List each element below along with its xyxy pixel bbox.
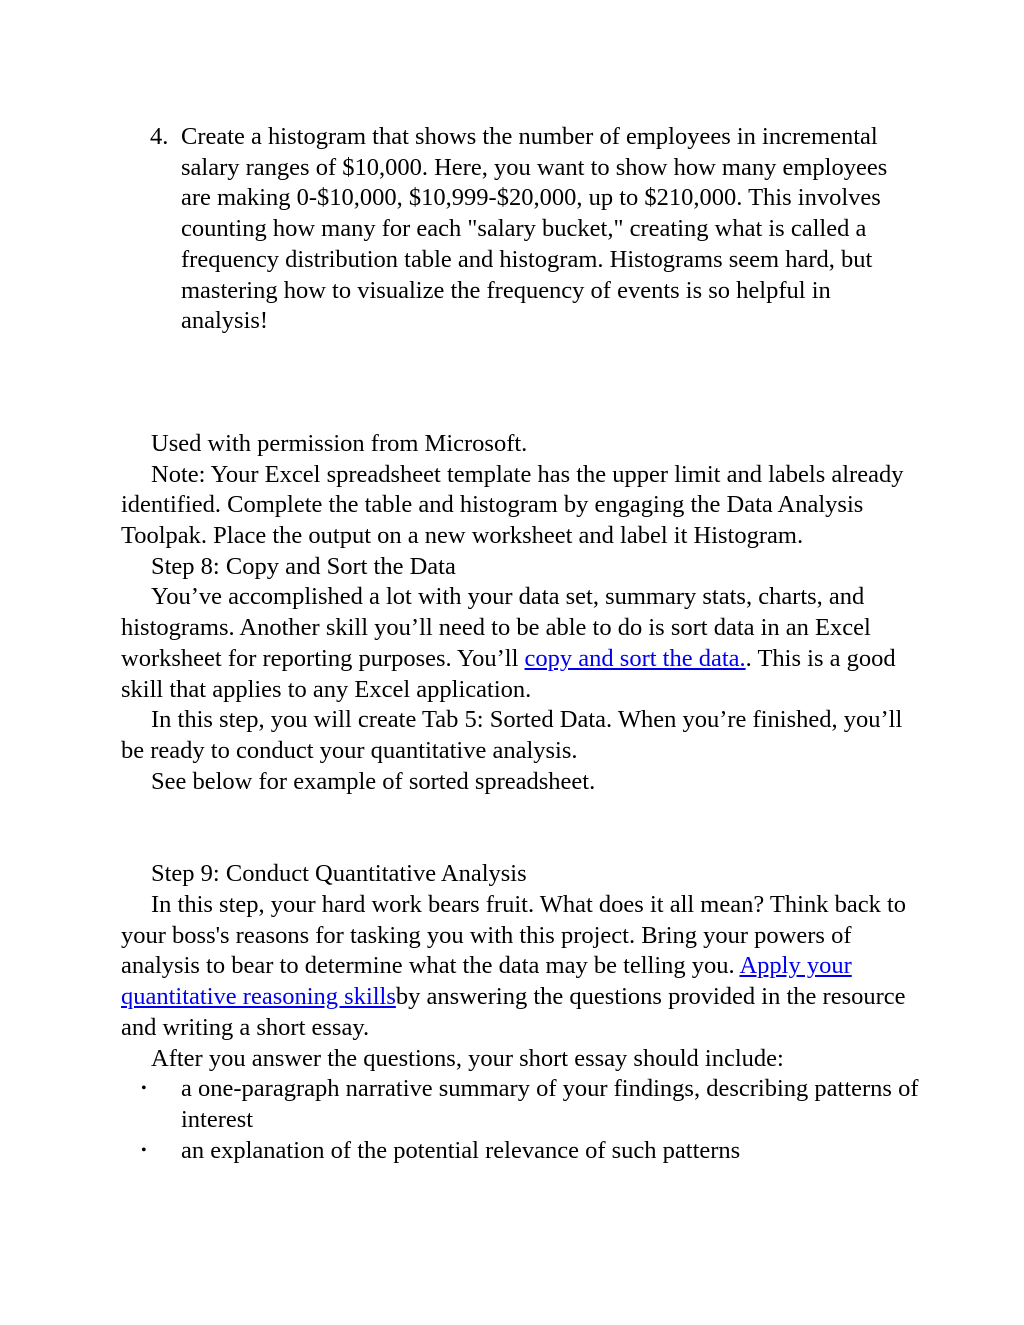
item-4-text: Create a histogram that shows the number of employees in incremental salary ranges of $10,000. Here, you want to show how many employees are making 0-$10,000, $10,999-$20,000, up to $210,000. This involves counting how many for each "salary bucket," creating what is called a frequency distribution table and histogram. Histograms seem hard, but mastering how to visualize the frequency of events is so helpful in analysis!: [181, 123, 888, 335]
step-9-text-after-link: by answering the questions provided in the resource and writing a short essay.: [121, 983, 906, 1041]
spacer: [121, 337, 921, 429]
step-9-text-before-link: In this step, your hard work bears fruit. What does it all mean? Think back to your boss's reasons for tasking you with this project. Bring your powers of analysis to bear to determine what the data may be telling you.: [121, 891, 907, 980]
permission-line: Used with permission from Microsoft.: [151, 429, 528, 457]
step-8-paragraph-3: See below for example of sorted spreadsheet.: [151, 767, 596, 795]
quantitative-reasoning-link[interactable]: Apply your quantitative reasoning skills: [121, 952, 852, 1011]
step-8-paragraph-2: In this step, you will create Tab 5: Sorted Data. When you’re finished, you’ll be ready to conduct your quantitative analysis.: [121, 706, 903, 764]
bullet-icon: •: [141, 1141, 147, 1159]
step-8-paragraph-1: [121, 582, 921, 705]
step-8-text-after-link: . This is a good skill that applies to any Excel application.: [121, 644, 896, 703]
note-paragraph: Note: Your Excel spreadsheet template has the upper limit and labels already identified. Complete the table and histogram by engaging the Data Analysis Toolpak. Place the output on a new worksheet and label it Histogram.: [121, 460, 904, 550]
item-number: 4.: [150, 123, 169, 150]
copy-and-sort-link[interactable]: copy and sort the data.: [524, 644, 746, 672]
list-item: [121, 1136, 921, 1167]
essay-requirements-list: [121, 1074, 921, 1166]
numbered-item-4: [121, 122, 921, 337]
step-9-paragraph-1: [121, 890, 921, 1044]
list-item-text: an explanation of the potential relevance of such patterns: [181, 1136, 741, 1164]
list-item-text: a one-paragraph narrative summary of your findings, describing patterns of interest: [181, 1075, 919, 1133]
bullet-icon: •: [141, 1080, 147, 1098]
step-8-heading: Step 8: Copy and Sort the Data: [151, 552, 456, 580]
list-item: [121, 1074, 921, 1135]
document-page: [121, 122, 921, 1166]
step-9-heading: Step 9: Conduct Quantitative Analysis: [151, 860, 527, 888]
step-8-text-before-link: You’ve accomplished a lot with your data set, summary stats, charts, and histograms. Another skill you’ll need to be able to do is sort data in an Excel worksheet for reporting purposes. You’ll: [121, 583, 871, 672]
spacer: [121, 797, 921, 859]
step-9-paragraph-2: After you answer the questions, your short essay should include:: [151, 1044, 784, 1072]
